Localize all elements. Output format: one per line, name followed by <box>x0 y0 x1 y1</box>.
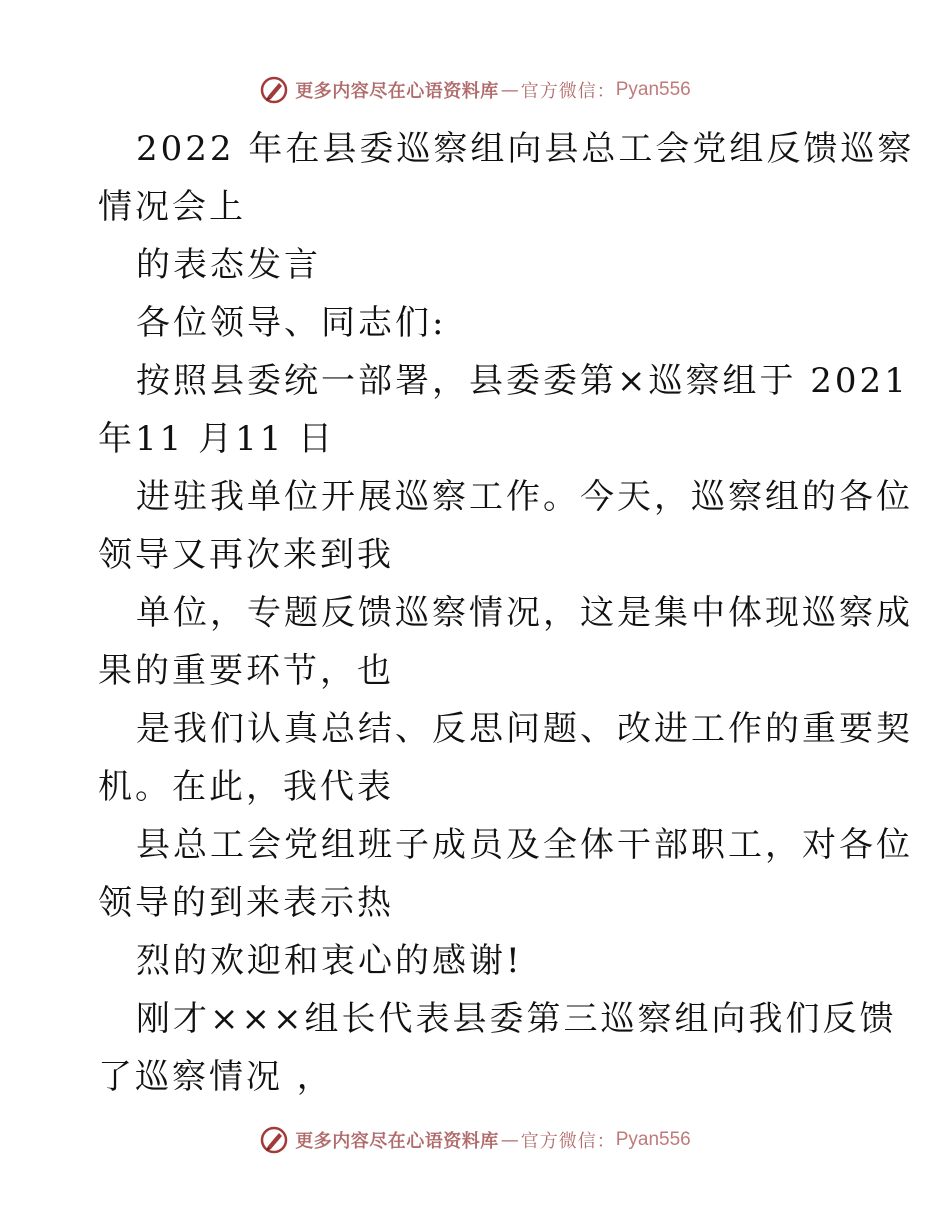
text-line: 果的重要环节，也 <box>98 651 394 691</box>
text-line: 单位，专题反馈巡察情况，这是集中体现巡察成 <box>136 593 913 633</box>
banner-wechat-label: 官方微信： <box>520 81 616 102</box>
banner-wechat-id: Pyan556 <box>615 1129 691 1150</box>
banner-wechat-id: Pyan556 <box>615 79 691 100</box>
text-line: 按照县委统一部署，县委委第×巡察组于 2021 <box>136 361 909 401</box>
text-line: 领导的到来表示热 <box>98 883 394 923</box>
pen-logo-icon <box>259 1125 289 1155</box>
text-line: 年11 月11 日 <box>98 419 336 459</box>
footer-banner <box>0 1120 950 1160</box>
banner-separator: — <box>500 79 519 101</box>
banner-text: 更多内容尽在心语资料库 <box>295 1131 499 1152</box>
text-line: 情况会上 <box>98 187 246 227</box>
text-line: 的表态发言 <box>136 245 321 285</box>
text-line: 机。在此，我代表 <box>98 767 394 807</box>
text-line: 了巡察情况 ， <box>98 1057 334 1097</box>
banner-wechat-label: 官方微信： <box>520 1131 616 1152</box>
text-line: 刚才×××组长代表县委第三巡察组向我们反馈 <box>136 999 897 1039</box>
text-line: 是我们认真总结、反思问题、改进工作的重要契 <box>136 709 913 749</box>
pen-logo-icon <box>259 75 289 105</box>
text-line: 领导又再次来到我 <box>98 535 394 575</box>
text-line: 进驻我单位开展巡察工作。今天，巡察组的各位 <box>136 477 913 517</box>
text-line: 县总工会党组班子成员及全体干部职工，对各位 <box>136 825 913 865</box>
banner-separator: — <box>500 1129 519 1151</box>
header-banner <box>0 70 950 110</box>
text-line: 烈的欢迎和衷心的感谢! <box>136 941 523 981</box>
document-body <box>98 120 915 1106</box>
text-line: 2022 年在县委巡察组向县总工会党组反馈巡察 <box>136 129 915 169</box>
text-line: 各位领导、同志们: <box>136 303 447 343</box>
banner-text: 更多内容尽在心语资料库 <box>295 81 499 102</box>
